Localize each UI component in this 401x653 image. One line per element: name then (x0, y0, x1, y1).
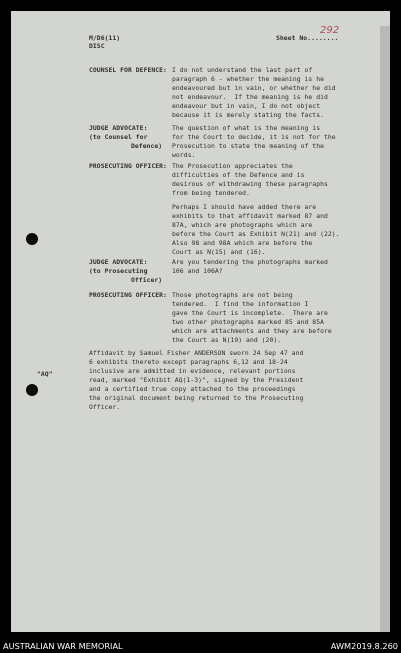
speaker-prosecuting-officer: PROSECUTING OFFICER: (89, 162, 167, 170)
statement-line: Court as N(15) and (16). (172, 248, 266, 256)
statement-line: 87A, which are photographs which are (172, 221, 313, 229)
statement-line: 106 and 106A? (172, 267, 223, 275)
statement-line: the Court as N(19) and (20). (172, 336, 282, 344)
speaker-addressee: Defence) (131, 142, 163, 150)
statement-line: Are you tendering the photographs marked (172, 258, 328, 266)
affidavit-line: the original document being returned to the Prosecuting (89, 394, 304, 402)
speaker-judge-advocate: JUDGE ADVOCATE: (89, 124, 148, 132)
sheet-number-label: Sheet No........ (276, 34, 339, 42)
statement-line: from being tendered. (172, 189, 250, 197)
page-edge (380, 26, 390, 632)
archive-reference: AWM2019.8.260 (330, 641, 398, 651)
statement-line: exhibits to that affidavit marked 87 and (172, 212, 328, 220)
affidavit-line: inclusive are admitted in evidence, relevant portions (89, 367, 296, 375)
statement-line: gave the Court is incomplete. There are (172, 309, 328, 317)
speaker-addressee: Officer) (131, 276, 163, 284)
affidavit-line: 6 exhibits thereto except paragraphs 6,12 and 18-24 (89, 358, 288, 366)
statement-line: tendered. I find the information I (172, 300, 309, 308)
speaker-addressee: (to Prosecuting (89, 267, 148, 275)
affidavit-line: Affidavit by Samuel Fisher ANDERSON sworn 24 Sep 47 and (89, 349, 304, 357)
affidavit-line: read, marked "Exhibit AQ(1-3)", signed by the President (89, 376, 304, 384)
statement-line: before the Court as Exhibit N(21) and (22). (172, 230, 340, 238)
speaker-prosecuting-officer: PROSECUTING OFFICER: (89, 291, 167, 299)
reference-code: DISC (89, 42, 105, 50)
statement-line: desirous of withdrawing these paragraphs (172, 180, 328, 188)
speaker-addressee: (to Counsel for (89, 133, 148, 141)
affidavit-line: and a certified true copy attached to the proceedings (89, 385, 296, 393)
statement-line: words. (172, 151, 196, 159)
statement-line: Also 98 and 98A which are before the (172, 239, 313, 247)
statement-line: The question of what is the meaning is (172, 124, 321, 132)
statement-line: Those photographs are not being (172, 291, 293, 299)
reference-number: M/D6(11) (89, 34, 121, 42)
punch-hole-bottom (26, 384, 38, 396)
statement-line: The Prosecution appreciates the (172, 162, 293, 170)
statement-line: not endeavour. If the meaning is he did (172, 93, 328, 101)
sheet-number-handwritten: 292 (320, 25, 340, 36)
speaker-judge-advocate: JUDGE ADVOCATE: (89, 258, 148, 266)
statement-line: difficulties of the Defence and is (172, 171, 305, 179)
archive-name: AUSTRALIAN WAR MEMORIAL (3, 641, 123, 651)
statement-line: Perhaps I should have added there are (172, 203, 317, 211)
punch-hole-top (26, 233, 38, 245)
statement-line: two other photographs marked 85 and 85A (172, 318, 325, 326)
statement-line: because it is merely stating the facts. (172, 111, 325, 119)
statement-line: endeavour but in vain, I do not object (172, 102, 321, 110)
statement-line: I do not understand the last part of (172, 66, 313, 74)
margin-exhibit-label: "AQ" (37, 370, 53, 378)
statement-line: endeavoured but in vain, or whether he did (172, 84, 336, 92)
statement-line: for the Court to decide, it is not for the (172, 133, 336, 141)
archive-footer (0, 640, 401, 653)
affidavit-line: Officer. (89, 403, 121, 411)
statement-line: which are attachments and they are before (172, 327, 332, 335)
statement-line: paragraph 6 - whether the meaning is he (172, 75, 325, 83)
statement-line: Prosecution to state the meaning of the (172, 142, 325, 150)
speaker-counsel-for-defence: COUNSEL FOR DEFENCE: (89, 66, 167, 74)
